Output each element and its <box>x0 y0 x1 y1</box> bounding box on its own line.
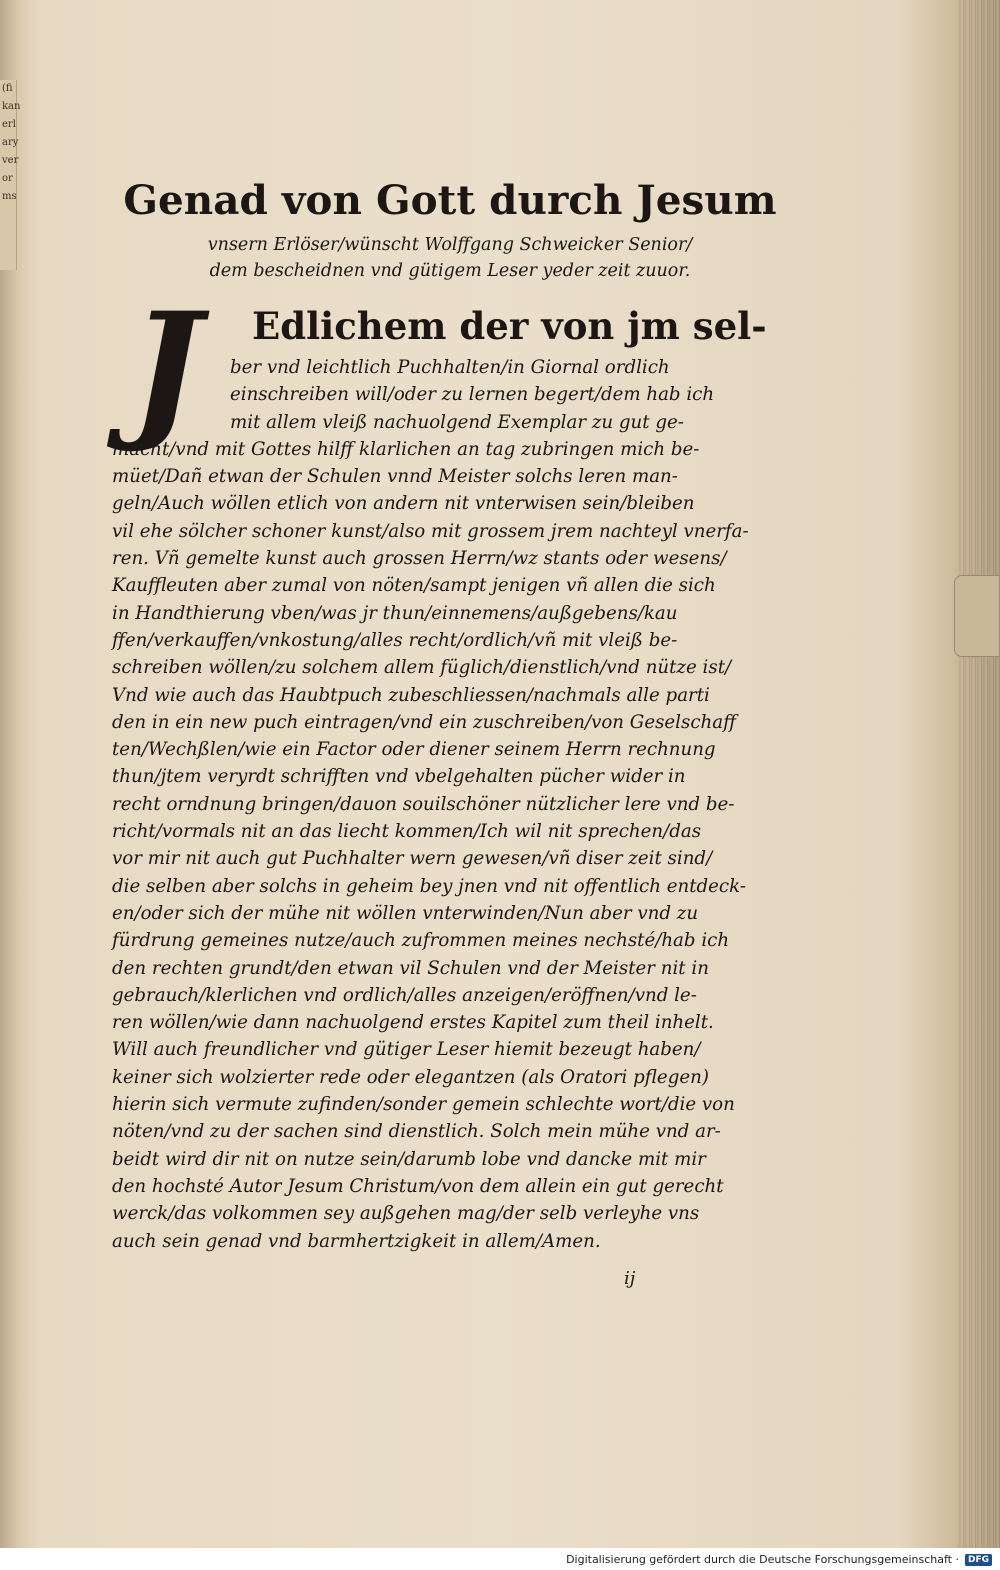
text-line: den in ein new puch eintragen/vnd ein zuschreiben/von Geselschaff <box>112 711 736 733</box>
text-line: beidt wird dir nit on nutze sein/darumb lobe vnd dancke mit mir <box>112 1148 706 1170</box>
margin-fragment: ms <box>2 191 17 202</box>
margin-fragment: (fi <box>2 83 13 94</box>
margin-fragment: or <box>2 173 13 184</box>
margin-fragment: kan <box>2 101 21 112</box>
footer-band <box>0 1548 1000 1570</box>
text-line: geln/Auch wöllen etlich von andern nit vnterwisen sein/bleiben <box>112 493 695 515</box>
drop-cap-initial: J <box>130 280 202 456</box>
text-line: nöten/vnd zu der sachen sind dienstlich. Solch mein mühe vnd ar- <box>112 1121 721 1143</box>
text-line: vor mir nit auch gut Puchhalter wern gewesen/vñ diser zeit sind/ <box>112 848 713 870</box>
text-line: mit allem vleiß nachuolgend Exemplar zu gut ge- <box>230 411 684 433</box>
heading-line-3: dem bescheidnen vnd gütigem Leser yeder zeit zuuor. <box>209 261 691 281</box>
text-line: vil ehe sölcher schoner kunst/also mit grossem jrem nachteyl vnerfa- <box>112 520 749 542</box>
book-tab-marker <box>954 575 1000 657</box>
heading-title: Genad von Gott durch Jesum <box>123 176 777 224</box>
text-line: ber vnd leichtlich Puchhalten/in Giornal ordlich <box>230 357 670 378</box>
book-page-edges <box>958 0 1000 1550</box>
text-line: die selben aber solchs in geheim bey jnen vnd nit offentlich entdeck- <box>112 875 746 897</box>
text-line: fürdrung gemeines nutze/auch zufrommen meines nechsté/hab ich <box>112 930 730 952</box>
text-line: Vnd wie auch das Haubtpuch zubeschliessen/nachmals alle parti <box>112 684 710 706</box>
margin-fragment: ver <box>2 155 19 166</box>
text-line: werck/das volkommen sey außgehen mag/der selb verleyhe vns <box>112 1203 700 1225</box>
folio-signature: ij <box>624 1268 636 1289</box>
dfg-logo-icon: DFG <box>965 1554 992 1566</box>
credit-text: Digitalisierung gefördert durch die Deutsche Forschungsgemeinschaft · <box>566 1553 959 1566</box>
text-line: ren wöllen/wie dann nachuolgend erstes Kapitel zum theil inhelt. <box>112 1012 714 1034</box>
text-line: ren. Vñ gemelte kunst auch grossen Herrn/wz stants oder wesens/ <box>112 548 727 570</box>
text-line: ten/Wechßlen/wie ein Factor oder diener seinem Herrn rechnung <box>112 739 716 761</box>
digitization-credit <box>566 1553 992 1566</box>
text-line: schreiben wöllen/zu solchem allem füglich/dienstlich/vnd nütze ist/ <box>112 657 732 679</box>
page-heading <box>120 168 780 284</box>
text-line: thun/jtem veryrdt schrifften vnd vbelgehalten pücher wider in <box>112 766 686 788</box>
text-line: recht orndnung bringen/dauon souilschöner nützlicher lere vnd be- <box>112 793 735 815</box>
text-line: müet/Dañ etwan der Schulen vnnd Meister solchs leren man- <box>112 466 678 488</box>
text-line: ffen/verkauffen/vnkostung/alles recht/ordlich/vñ mit vleiß be- <box>112 629 678 651</box>
text-line: gebrauch/klerlichen vnd ordlich/alles anzeigen/eröffnen/vnd le- <box>112 984 697 1006</box>
body-text <box>112 280 772 1255</box>
text-line: auch sein genad vnd barmhertzigkeit in allem/Amen. <box>112 1230 601 1252</box>
text-line: den rechten grundt/den etwan vil Schulen vnd der Meister nit in <box>112 957 709 979</box>
margin-fragment: erl <box>2 119 16 130</box>
heading-line-2: vnsern Erlöser/wünscht Wolffgang Schweicker Senior/ <box>207 235 693 255</box>
text-line: in Handthierung vben/was jr thun/einnemens/außgebens/kau <box>112 602 678 624</box>
text-line: Will auch freundlicher vnd gütiger Leser hiemit bezeugt haben/ <box>112 1039 701 1061</box>
text-line: Kauffleuten aber zumal von nöten/sampt jenigen vñ allen die sich <box>112 575 716 597</box>
first-line: Edlichem der von jm sel- <box>252 304 767 348</box>
margin-fragment: ary <box>2 137 19 148</box>
text-line: macht/vnd mit Gottes hilff klarlichen an tag zubringen mich be- <box>112 438 700 460</box>
text-line: den hochsté Autor Jesum Christum/von dem allein ein gut gerecht <box>112 1175 724 1197</box>
text-line: keiner sich wolzierter rede oder elegantzen (als Oratori pflegen) <box>112 1066 709 1088</box>
text-line: richt/vormals nit an das liecht kommen/Ich wil nit sprechen/das <box>112 821 702 843</box>
left-margin-strip <box>0 80 21 270</box>
text-line: hierin sich vermute zufinden/sonder gemein schlechte wort/die von <box>112 1094 735 1116</box>
text-line: einschreiben will/oder zu lernen begert/dem hab ich <box>230 384 715 406</box>
text-line: en/oder sich der mühe nit wöllen vnterwinden/Nun aber vnd zu <box>112 902 699 924</box>
